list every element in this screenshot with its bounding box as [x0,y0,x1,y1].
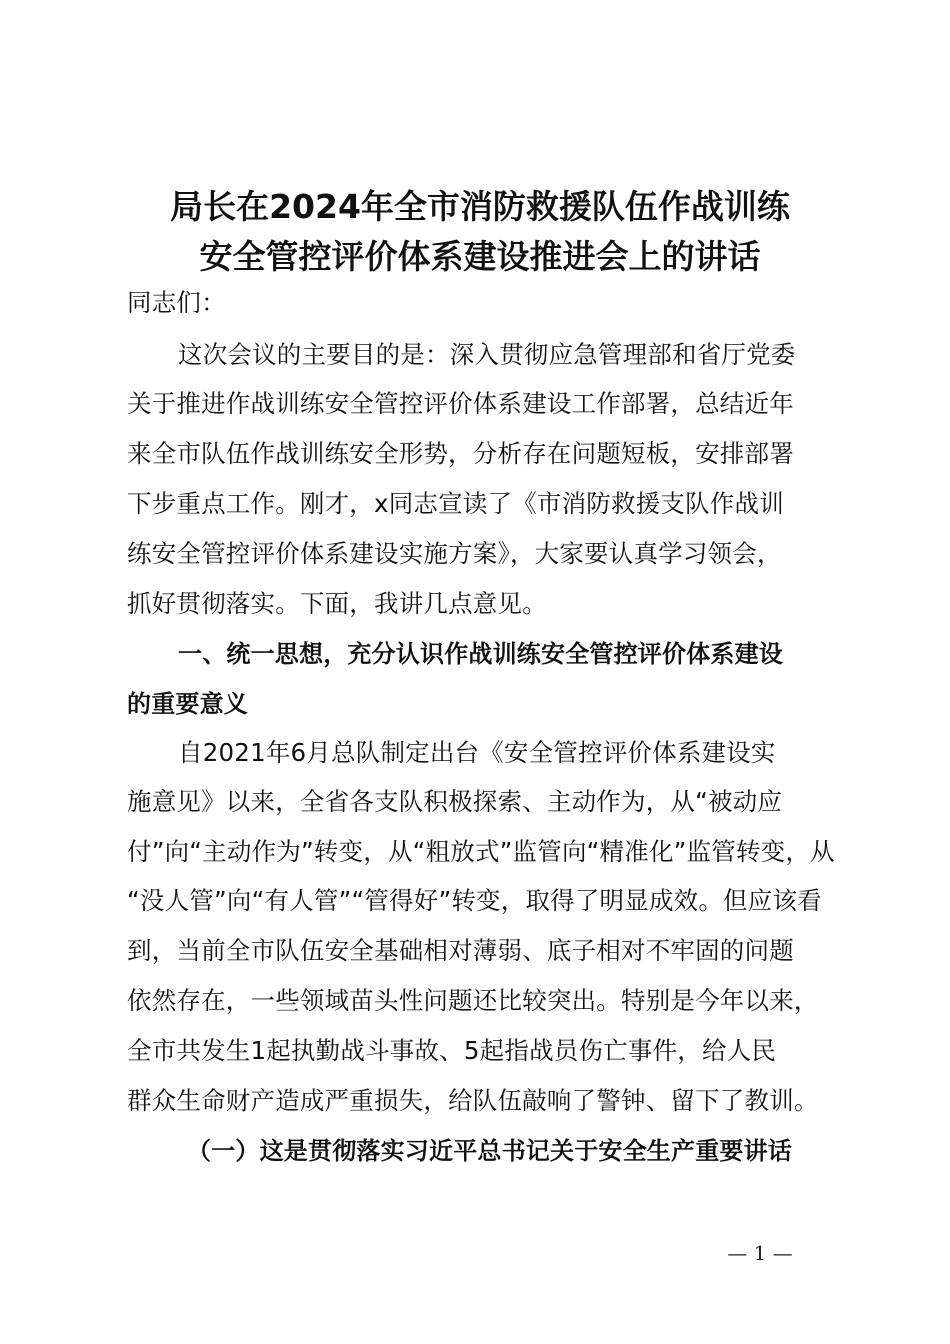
paragraph-1-line-3: 来全市队伍作战训练安全形势，分析存在问题短板，安排部署 [127,439,794,468]
section-heading-1-line-2: 的重要意义 [127,690,248,718]
document-title-line-1: 局长在2024年全市消防救援队伍作战训练 [170,187,790,226]
salutation: 同志们： [127,288,226,317]
paragraph-1-line-2: 关于推进作战训练安全管控评价体系建设工作部署，总结近年 [127,389,794,418]
paragraph-2-line-8: 群众生命财产造成严重损失，给队伍敲响了警钟、留下了教训。 [127,1086,819,1115]
paragraph-2-line-3: 付”向“主动作为”转变，从“粗放式”监管向“精准化”监管转变，从 [127,837,835,866]
paragraph-1-line-1: 这次会议的主要目的是：深入贯彻应急管理部和省厅党委 [178,340,796,369]
paragraph-1-line-5: 练安全管控评价体系建设实施方案》，大家要认真学习领会， [127,539,782,568]
page-number: — 1 — [727,1241,793,1265]
paragraph-2-line-7: 全市共发生1起执勤战斗事故、5起指战员伤亡事件，给人民 [127,1036,777,1065]
paragraph-2-line-6: 依然存在，一些领域苗头性问题还比较突出。特别是今年以来， [127,986,819,1015]
paragraph-2-line-4: “没人管”向“有人管”“管得好”转变，取得了明显成效。但应该看 [127,886,822,915]
document-title-line-2: 安全管控评价体系建设推进会上的讲话 [199,237,761,276]
paragraph-1-line-4: 下步重点工作。刚才，x同志宣读了《市消防救援支队作战训 [127,489,784,518]
paragraph-2-line-5: 到，当前全市队伍安全基础相对薄弱、底子相对不牢固的问题 [127,936,794,965]
section-heading-1-line-1: 一、统一思想，充分认识作战训练安全管控评价体系建设 [178,640,783,668]
paragraph-2-line-1: 自2021年6月总队制定出台《安全管控评价体系建设实 [178,738,776,767]
paragraph-2-line-2: 施意见》以来，全省各支队积极探索、主动作为，从“被动应 [127,787,783,816]
subsection-heading-1: （一）这是贯彻落实习近平总书记关于安全生产重要讲话 [187,1137,792,1165]
paragraph-1-line-6: 抓好贯彻落实。下面，我讲几点意见。 [127,589,547,618]
